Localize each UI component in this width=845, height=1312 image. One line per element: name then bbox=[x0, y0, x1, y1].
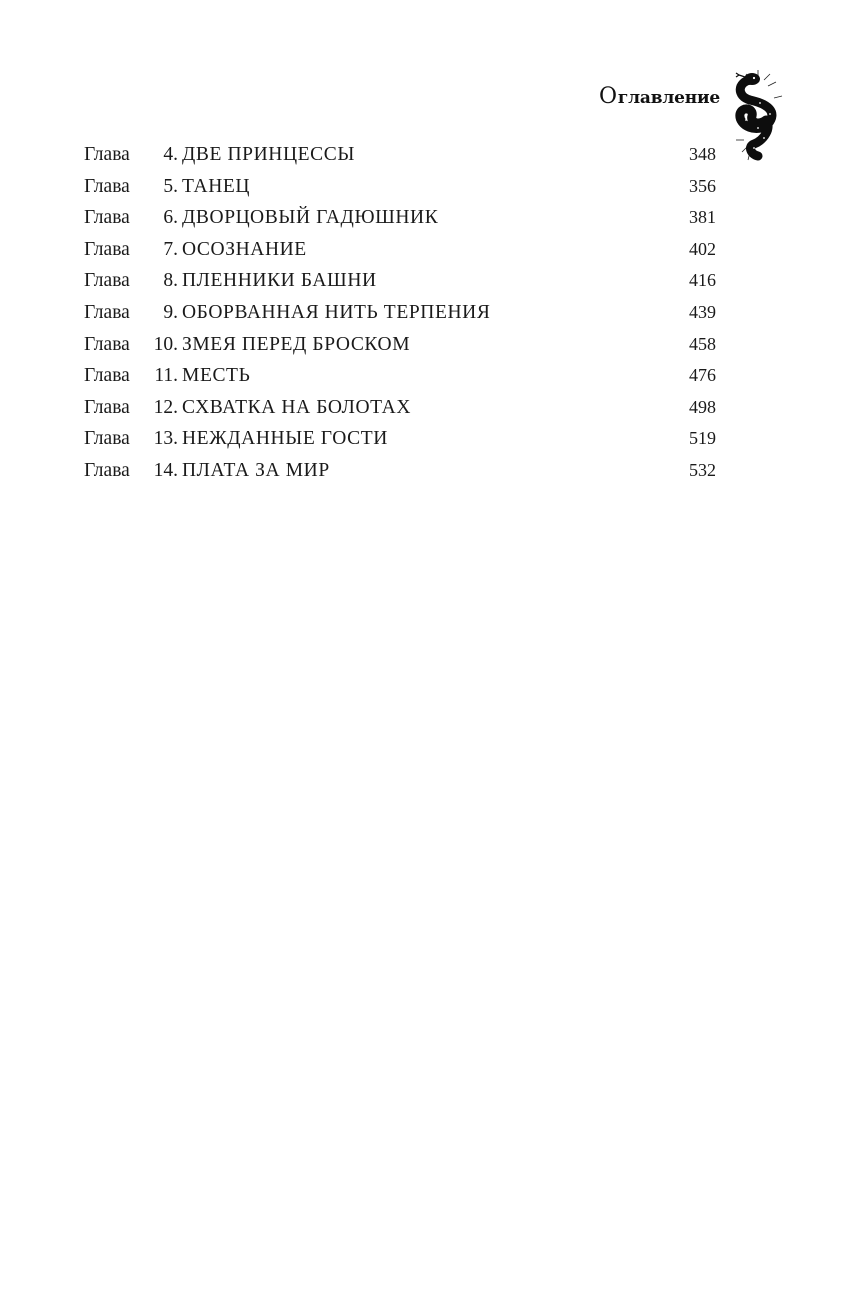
chapter-label: Глава bbox=[84, 207, 130, 229]
table-of-contents bbox=[84, 139, 716, 487]
chapter-label: Глава bbox=[84, 396, 130, 418]
chapter-label: Глава bbox=[84, 301, 130, 323]
toc-entry[interactable] bbox=[84, 360, 716, 392]
page-number: 439 bbox=[689, 301, 716, 322]
page-number: 458 bbox=[689, 333, 716, 354]
chapter-title: СХВАТКА НА БОЛОТАХ bbox=[182, 396, 412, 418]
toc-entry[interactable] bbox=[84, 139, 716, 171]
toc-entry[interactable] bbox=[84, 265, 716, 297]
chapter-title: МЕСТЬ bbox=[182, 365, 251, 387]
toc-entry[interactable] bbox=[84, 171, 716, 203]
chapter-label: Глава bbox=[84, 333, 130, 355]
chapter-title: ДВЕ ПРИНЦЕССЫ bbox=[182, 144, 355, 165]
page-number: 498 bbox=[689, 396, 716, 417]
chapter-title: ОСОЗНАНИЕ bbox=[182, 238, 307, 260]
toc-entry[interactable] bbox=[84, 455, 716, 487]
page-number: 476 bbox=[689, 365, 716, 386]
chapter-title: ПЛЕННИКИ БАШНИ bbox=[182, 270, 377, 292]
toc-entry[interactable] bbox=[84, 202, 716, 234]
chapter-title: ТАНЕЦ bbox=[182, 175, 251, 197]
chapter-number: 6. bbox=[163, 207, 178, 229]
chapter-label: Глава bbox=[84, 144, 130, 165]
chapter-number: 9. bbox=[163, 301, 178, 323]
chapter-title: ПЛАТА ЗА МИР bbox=[182, 459, 330, 481]
toc-entry[interactable] bbox=[84, 234, 716, 266]
snake-ornament-icon bbox=[728, 68, 784, 164]
chapter-number: 12. bbox=[153, 396, 178, 418]
chapter-number: 10. bbox=[153, 333, 178, 355]
title-rest: главление bbox=[617, 88, 720, 108]
toc-entry[interactable] bbox=[84, 392, 716, 424]
toc-entry[interactable] bbox=[84, 423, 716, 455]
page-number: 532 bbox=[689, 459, 716, 480]
chapter-label: Глава bbox=[84, 459, 130, 481]
toc-entry[interactable] bbox=[84, 297, 716, 329]
page-header-title bbox=[599, 84, 720, 109]
chapter-label: Глава bbox=[84, 175, 130, 197]
page-number: 519 bbox=[689, 428, 716, 449]
chapter-number: 11. bbox=[154, 365, 178, 387]
page-number: 402 bbox=[689, 238, 716, 259]
chapter-number: 8. bbox=[163, 270, 178, 292]
toc-entry[interactable] bbox=[84, 329, 716, 361]
chapter-title: ЗМЕЯ ПЕРЕД БРОСКОМ bbox=[182, 333, 411, 355]
page-number: 381 bbox=[689, 207, 716, 228]
chapter-label: Глава bbox=[84, 428, 130, 450]
chapter-label: Глава bbox=[84, 270, 130, 292]
page-number: 348 bbox=[689, 144, 716, 164]
chapter-number: 13. bbox=[153, 428, 178, 450]
chapter-title: ДВОРЦОВЫЙ ГАДЮШНИК bbox=[182, 207, 439, 229]
chapter-title: ОБОРВАННАЯ НИТЬ ТЕРПЕНИЯ bbox=[182, 301, 491, 323]
chapter-number: 4. bbox=[163, 144, 178, 165]
chapter-title: НЕЖДАННЫЕ ГОСТИ bbox=[182, 428, 388, 450]
chapter-label: Глава bbox=[84, 238, 130, 260]
page-number: 416 bbox=[689, 270, 716, 291]
chapter-number: 7. bbox=[163, 238, 178, 260]
page-number: 356 bbox=[689, 175, 716, 196]
chapter-number: 14. bbox=[153, 459, 178, 481]
chapter-label: Глава bbox=[84, 365, 130, 387]
title-initial: О bbox=[599, 84, 617, 109]
chapter-number: 5. bbox=[163, 175, 178, 197]
